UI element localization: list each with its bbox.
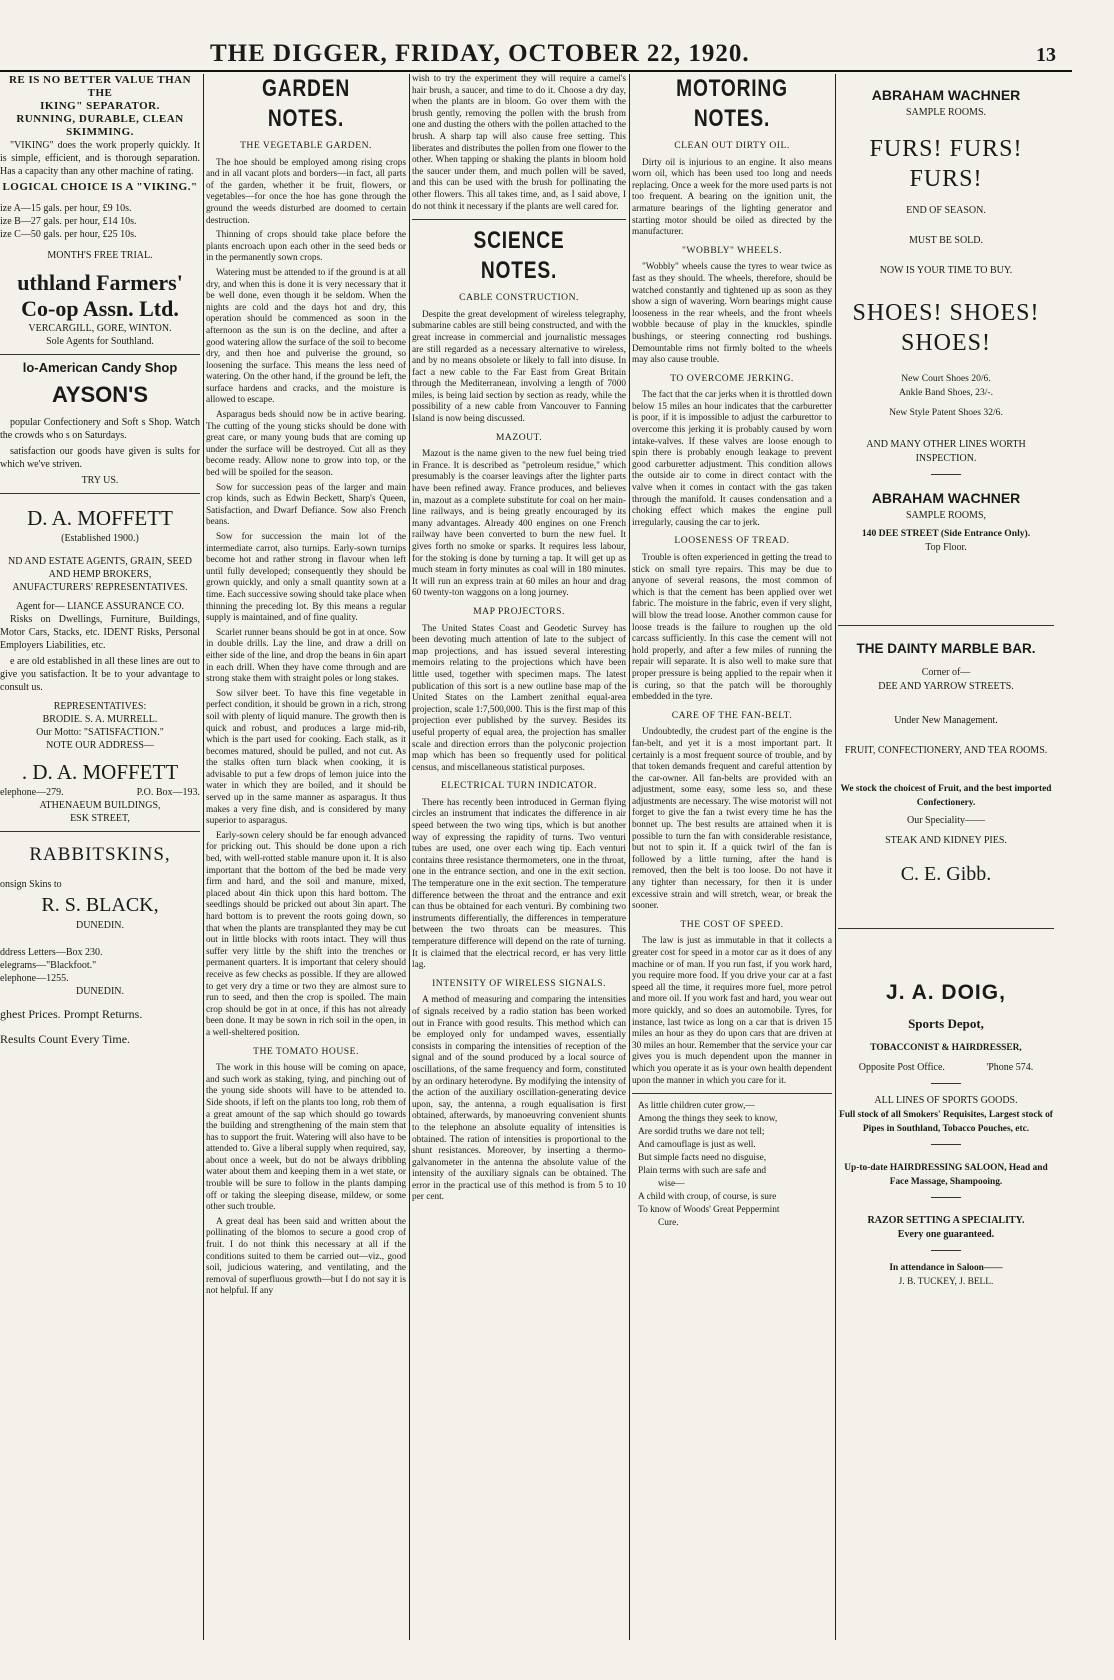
garden-paragraph: A great deal has been said and written about the pollinating of the blomos to secure a good crop of fruit. I do not think this necessary at all if the conditions suited to them be carried out—viz., good soil, judicious watering, and ventilating, and the removal of superfluous growth—but I do not say it is not helpful. If any bbox=[206, 1216, 406, 1297]
science-notes-title: SCIENCE NOTES. bbox=[473, 227, 565, 285]
garden-paragraph: Scarlet runner beans should be got in at once. Sow in double drills. Lay the line, and draw a drill on either side of the line, and drop the beans in 6in apart in each drill. When they have come through and are strong stake them with straight poles or long stakes. bbox=[206, 627, 406, 685]
moffett-established-text: e are old established in all these lines are out to give you satisfaction. It be to your advantage to consult us. bbox=[0, 656, 200, 693]
electrical-indicator-heading: ELECTRICAL TURN INDICATOR. bbox=[441, 780, 597, 792]
advertisements-column-left bbox=[0, 74, 200, 1640]
consign-skins: onsign Skins to bbox=[0, 879, 62, 890]
choicest-fruit: We stock the choicest of Fruit, and the best imported Confectionery. bbox=[840, 784, 1052, 808]
mazout-heading: MAZOUT. bbox=[495, 431, 543, 443]
masthead-rule bbox=[0, 70, 1072, 72]
tread-heading: LOOSENESS OF TREAD. bbox=[674, 535, 790, 547]
divider bbox=[931, 1197, 961, 1198]
poem-line: A child with croup, of course, is sure bbox=[638, 1192, 777, 1203]
tomato-house-heading: THE TOMATO HOUSE. bbox=[253, 1045, 359, 1057]
wachner-sample-rooms: SAMPLE ROOMS. bbox=[905, 107, 987, 118]
fan-belt-heading: CARE OF THE FAN-BELT. bbox=[671, 709, 793, 721]
motoring-paragraph: Trouble is often experienced in getting the tread to stick on small tyre repairs. This may be due to anyone of several reasons, the most common of which is that the cement has been applied over wet fabric. The moisture in the fabric, even if very slight, will blow the tread loose. Another common cause for loose treads is the failure to roughen up the old carcass sufficiently. In this case the cement will not hold properly, and after a few miles of running the repair will separate. It is also well to make sure that proper pressure is being applied to the repair when it is curing, so that the patch will be thoroughly embedded in the tyre. bbox=[632, 553, 832, 703]
moffett-land-agents: ND AND ESTATE AGENTS, GRAIN, SEED AND HEMP BROKERS, bbox=[8, 556, 192, 580]
poem-line: Among the things they seek to know, bbox=[638, 1114, 778, 1125]
farmers-locations: VERCARGILL, GORE, WINTON. bbox=[28, 323, 172, 334]
separator-ad-choice: LOGICAL CHOICE IS A "VIKING." bbox=[2, 181, 198, 193]
moffett-telephone: elephone—279. bbox=[0, 787, 64, 798]
divider bbox=[931, 474, 961, 475]
moffett-title: D. A. MOFFETT bbox=[27, 506, 173, 530]
razor-setting: RAZOR SETTING A SPECIALITY. bbox=[867, 1215, 1025, 1226]
poem-line: As little children cuter grow,— bbox=[638, 1101, 755, 1112]
our-speciality: Our Speciality—— bbox=[906, 815, 986, 826]
divider bbox=[838, 625, 1054, 626]
divider bbox=[412, 219, 626, 220]
moffett-athenaeum: ATHENAEUM BUILDINGS, bbox=[39, 800, 161, 811]
poem-line: And camouflage is just as well. bbox=[638, 1140, 756, 1151]
farmers-name-1: uthland Farmers' bbox=[17, 270, 183, 295]
new-management: Under New Management. bbox=[894, 715, 998, 726]
wachner-sample-rooms-2: SAMPLE ROOMS, bbox=[905, 510, 987, 521]
poem-line: wise— bbox=[658, 1179, 685, 1190]
garden-paragraph: Sow silver beet. To have this fine vegetable in perfect condition, it should be grown in a rich, strong soil with plenty of liquid manure. The growth then is quick and robust, and produces a large mid-rib, which is the part used for cooking. Each stalk, as it becomes matured, should be pulled, and not cut. As the stalks often turn black when cooking, it is advisable to put a few drops of lemon juice into the water in which they are boiled, and it should be served up in the same manner as asparagus. It thus makes a very fine dish, and is considered by many superior to asparagus. bbox=[206, 688, 406, 827]
divider bbox=[632, 1093, 832, 1094]
doig-name: J. A. DOIG, bbox=[886, 981, 1006, 1004]
masthead bbox=[0, 40, 1114, 74]
separator-ad-name: IKING" SEPARATOR. bbox=[40, 100, 160, 112]
column-divider bbox=[835, 74, 836, 1640]
separator-ad-body: "VIKING" does the work properly quickly. It is simple, efficient, and is thorough separation. Has a capacity than any other machine of rating. bbox=[0, 140, 200, 177]
advertisements-column-right bbox=[838, 74, 1054, 1640]
motoring-paragraph: Undoubtedly, the crudest part of the engine is the fan-belt, and yet it is a most important part. It certainly is a most frequent source of trouble, and by that token demands frequent and careful attention by the car-owner. All fan-belts are provided with an adjustment, some easy, some less so, and these adjustments are necessary. The wise motorist will not forget to give the fan a twist every time he has the bonnet up. The best results are attained when it is possible to turn the fan with considerable resistance, but not to spin it. If a quick twirl of the fan is followed by a little turning, after the hand is removed, then the belt is too loose. Do not have it any tighter than necessary, for then it is under excessive strain and will stretch, wear, or break the sooner. bbox=[632, 727, 832, 912]
vegetable-garden-heading: THE VEGETABLE GARDEN. bbox=[240, 140, 372, 151]
black-name: R. S. BLACK, bbox=[41, 894, 159, 916]
tobacconist-hairdresser: TOBACCONIST & HAIRDRESSER, bbox=[870, 1043, 1022, 1053]
black-dunedin: DUNEDIN. bbox=[75, 920, 125, 931]
garden-paragraph: Sow for succession peas of the larger and main crop kinds, such as Edwin Beckett, Sharp's Queen, Satisfaction, and Dwarf Defiance. Sow also French beans. bbox=[206, 482, 406, 528]
dee-yarrow-streets: DEE AND YARROW STREETS. bbox=[878, 681, 1014, 692]
moffett-contact-row bbox=[0, 786, 200, 799]
separator-ad-tagline: RUNNING, DURABLE, CLEAN SKIMMING. bbox=[16, 113, 184, 138]
divider bbox=[931, 1250, 961, 1251]
newspaper-title: THE DIGGER, FRIDAY, OCTOBER 22, 1920. bbox=[210, 40, 750, 67]
separator-ad-headline: RE IS NO BETTER VALUE THAN bbox=[8, 74, 192, 86]
divider bbox=[931, 1144, 961, 1145]
dirty-oil-heading: CLEAN OUT DIRTY OIL. bbox=[674, 140, 790, 151]
science-notes-column bbox=[412, 74, 626, 1640]
jerking-heading: TO OVERCOME JERKING. bbox=[670, 372, 794, 384]
patent-shoes: New Style Patent Shoes 32/6. bbox=[889, 407, 1003, 418]
rabbitskins-title: RABBITSKINS, bbox=[29, 844, 171, 865]
poem-line: To know of Woods' Great Peppermint bbox=[638, 1205, 780, 1216]
try-us: TRY US. bbox=[81, 475, 119, 486]
poem-line: Cure. bbox=[658, 1218, 679, 1229]
moffett-rep-names: BRODIE. S. A. MURRELL. bbox=[42, 714, 158, 725]
moffett-address-note: NOTE OUR ADDRESS— bbox=[46, 740, 154, 751]
garden-notes-title: GARDEN NOTES. bbox=[261, 75, 350, 132]
separator-ad-the: THE bbox=[87, 87, 113, 99]
science-paragraph: There has recently been introduced in German flying circles an instrument that indicates the difference in air speed between the two wing tips, which is but another way of expressing the rapidity of turns. Two venturi tubes are used, one over each wing tip. Each venturi contains three resistance thermometers, one in the throat, one in the entrance section, and one in the exit section. The temperature one in the exit section. The temperature difference between the throat and the entrance and exit can thus be obtained for each venturi. By combining two instruments differentially, the differences in temperature between the two throats can be measures. This temperature difference will depend on the rate of turning. It is claimed that the electrical record, er has very little lag. bbox=[412, 797, 626, 971]
hairdressing-saloon: Up-to-date HAIRDRESSING SALOON, Head and Face Massage, Shampooing. bbox=[844, 1163, 1048, 1187]
column-divider bbox=[203, 74, 204, 1640]
wachner-title-2: ABRAHAM WACHNER bbox=[871, 490, 1021, 506]
page-number: 13 bbox=[1036, 44, 1056, 66]
science-paragraph: Despite the great development of wireless telegraphy, submarine cables are still being constructed, and with the great increase in commercial and journalistic messages are still regarded as a necessary alternative to wireless, and by no means obsolete or likely to fall into disuse. In fact a new cable to the Far East from Great Britain through the Mediterranean, involving a length of 7000 miles, is being laid section by section as ready, while the possibility of a new cable from Vancouver to Fanning Island is now being discussed. bbox=[412, 309, 626, 425]
black-telegrams: elegrams—"Blackfoot." bbox=[0, 960, 97, 971]
divider bbox=[0, 354, 200, 355]
garden-paragraph: The hoe should be employed among rising crops and in all vacant plots and borders—in fact, all parts of the garden, whether it be fruit, flowers, or vegetables—for once the hoe has gone through the ground the weeds disturbed are doomed to certain destruction. bbox=[206, 157, 406, 226]
moffett-risks: Risks on Dwellings, Furniture, Buildings, Motor Cars, Stacks, etc. IDENT Risks, Personal Employers Liabilities, etc. bbox=[0, 614, 200, 651]
aysons-body-2: satisfaction our goods have given is sults for which we've striven. bbox=[0, 446, 200, 470]
many-other-lines: AND MANY OTHER LINES WORTH INSPECTION. bbox=[866, 439, 1026, 464]
aysons-body: popular Confectionery and Soft s Shop. Watch the crowds who s on Saturdays. bbox=[0, 417, 200, 441]
size-c: ize C—50 gals. per hour, £25 10s. bbox=[0, 229, 137, 240]
smokers-requisites: Full stock of all Smokers' Requisites, Largest stock of Pipes in Southland, Tobacco Pouches, etc. bbox=[839, 1110, 1053, 1134]
poem-line: Are sordid truths we dare not tell; bbox=[638, 1127, 765, 1138]
garden-paragraph: Asparagus beds should now be in active bearing. The cutting of the young sticks should be done with great care, or many young buds that are coming up under the surface will be destroyed. Cut all as they become ready. Allow none to grow into top, or the bed will be spoiled for the season. bbox=[206, 410, 406, 479]
garden-notes-column bbox=[206, 74, 406, 1640]
garden-paragraph: Early-sown celery should be far enough advanced for pricking out. This should be done upon a rich bed, with well-rotted stable manure upon it. It is also important that the bottom of the bed be made very firm and hard, and the soil and manure, mixed, placed about 4in thick upon this hard bottom. The seedlings should be pricked out about 3in apart. The hard bottom is to prevent the roots going down, so that when the plants are transplanted they may be cut out in little blocks with roots intact. They will thus suffer very little by the shift into the trenches or permanent quarters. It is important that celery should receive as few checks as possible. If they are allowed to get very dry a time or two they are almost sure to run to seed, and then the crop is spoiled. The main crop should be got in at once, if this has not already been done. It may be sown in rich soil in the open, in a well-sheltered position. bbox=[206, 830, 406, 1038]
science-paragraph: A method of measuring and comparing the intensities of signals received by a radio station has been worked out in France with good results. This method which can be employed only for undamped waves, essentially consists in comparing the intensities of reception of the signal and of the sound produced by a local source of oscillations, of the same frequency and form, constituted by an ordinary heterodyne. By modifying the intensity of the action of the auxiliary oscillation-generating device upon, say, the antenna, a rough equalisation is first obtained, afterwards, by manoeuvring convenient shunts to the telephone an absolute equality of intensities is obtained. The ration of intensities is proportional to the shunt resistances. Moreover, by inserting a thermo-galvanometer in the antenna the absolute value of the intensity of the auxiliary signals can be obtained. The error in the practical use of this method is from 5 to 10 per cent. bbox=[412, 995, 626, 1203]
in-attendance: In attendance in Saloon—— bbox=[889, 1263, 1003, 1273]
every-one-guaranteed: Every one guaranteed. bbox=[897, 1229, 995, 1240]
wireless-heading: INTENSITY OF WIRELESS SIGNALS. bbox=[432, 977, 606, 989]
tuckey-bell: J. B. TUCKEY, J. BELL. bbox=[898, 1277, 994, 1287]
science-paragraph: The United States Coast and Geodetic Survey has been devoting much attention of late to the subject of map projections, and has issued several interesting memoirs relating to the projections which have been little used, together with specimen maps. The latest publication of this sort is a new outline base map of the United States on the Lambert zenithal equal-area projection, scale 1:7,500,000. This is the first map of this projection ever published by the survey. Besides its useful property of equal area, the projection has smaller scale and direction errors than the polyconic projection map which has been so frequently used for political census, and miscellaneous statistical purposes. bbox=[412, 623, 626, 773]
wobbly-wheels-heading: "WOBBLY" WHEELS. bbox=[682, 244, 782, 256]
black-letters: ddress Letters—Box 230. bbox=[0, 947, 103, 958]
divider bbox=[0, 493, 200, 494]
moffett-reps-heading: REPRESENTATIVES: bbox=[53, 701, 147, 712]
results-count: Results Count Every Time. bbox=[0, 1032, 131, 1046]
aysons-title: AYSON'S bbox=[51, 382, 149, 407]
fruit-tea-rooms: FRUIT, CONFECTIONERY, AND TEA ROOMS. bbox=[844, 745, 1048, 756]
column-divider bbox=[629, 74, 630, 1640]
divider bbox=[838, 928, 1054, 929]
highest-prices: ghest Prices. Prompt Returns. bbox=[0, 1007, 143, 1021]
poem-line: Plain terms with such are safe and bbox=[638, 1166, 767, 1177]
top-floor: Top Floor. bbox=[925, 542, 967, 553]
steak-kidney-pies: STEAK AND KIDNEY PIES. bbox=[885, 835, 1007, 846]
garden-paragraph: Sow for succession the main lot of the intermediate carrot, also turnips. Early-sown turnips become hot and rather strong in flavour when left until fully developed; consequently they should be grown quickly, and only a small quantity sown at a time. Each successive sowing should take place when thinning the preceding lot. By this means a regular supply is maintained, and of fine quality. bbox=[206, 532, 406, 624]
moffett-established: (Established 1900.) bbox=[61, 533, 139, 544]
garden-paragraph: The work in this house will be coming on apace, and such work as staking, tying, and pinching out of the young side shoots will have to be attended to. Side shoots, if left on the plants too long, rob them of a great amount of the sap which should go towards the building and strengthening of the main stem that has to support the fruit. Watering will also have to be attended to. Give a liberal supply when required, say, about once a week, but do not be always dribbling water about them and keeping them in a wet state, or trouble will be sure to follow in the plants damping off or taking the sleeping disease, mildew, or some other such trouble. bbox=[206, 1063, 406, 1213]
motoring-paragraph: Dirty oil is injurious to an engine. It also means worn oil, which has been used too long and needs replacing. Once a week for the more used parts is not too frequent. A bearing on the ignition unit, the armature bearings of the lighting generator and starting motor should be oiled as directed by the manufacturer. bbox=[632, 157, 832, 238]
divider bbox=[931, 1083, 961, 1084]
cost-of-speed-heading: THE COST OF SPEED. bbox=[680, 918, 784, 930]
black-telephone: elephone—1255. bbox=[0, 973, 69, 984]
now-your-time: NOW IS YOUR TIME TO BUY. bbox=[879, 265, 1013, 276]
moffett-pobox: P.O. Box—193. bbox=[136, 787, 200, 798]
moffett-motto: Our Motto: "SATISFACTION." bbox=[36, 727, 164, 738]
motoring-notes-title: MOTORING NOTES. bbox=[676, 75, 788, 132]
shoes-headline: SHOES! SHOES! SHOES! bbox=[852, 300, 1040, 356]
gibb-name: C. E. Gibb. bbox=[900, 863, 992, 885]
garden-paragraph: Watering must be attended to if the ground is at all dry, and when this is done it is very necessary that it be well done, even though it be seldom. When the nights are cold and the days hot and dry, this operation should be commenced as soon in the afternoon as the sun is on the decline, and after a good watering allow the surface of the soil to become dry, and then hoe and pulverise the ground, so loosening the surface. This means the less need of watering. On the other hand, if the ground be left, the surface hardens and cracks, and the moisture is allowed to escape. bbox=[206, 267, 406, 406]
size-b: ize B—27 gals. per hour, £14 10s. bbox=[0, 216, 137, 227]
motoring-paragraph: The law is just as immutable in that it collects a greater cost for speed in a motor car as it does of any machine or of man. If you run fast, if you work hard, you require more food. If you drive your car at a fast speed all the time, it requires more fuel, more petrol and more oil. If you work fast and hard, you wear out more quickly, and so does an automobile. Tyres, for instance, last twice as long on a car that is driven 15 miles an hour as they do upon cars that are driven at 30 miles an hour. Remember that the service your car gives you is much dependent upon the manner in which you operate it as is your own health dependent upon the manner in which you care for it. bbox=[632, 936, 832, 1086]
ankle-band-shoes: Ankle Band Shoes, 23/-. bbox=[898, 387, 994, 398]
opposite-post-office: Opposite Post Office. bbox=[858, 1062, 945, 1073]
candy-shop: lo-American Candy Shop bbox=[22, 360, 178, 375]
sports-goods: ALL LINES OF SPORTS GOODS. bbox=[874, 1095, 1018, 1106]
sports-depot: Sports Depot, bbox=[908, 1016, 984, 1031]
furs-headline: FURS! FURS! FURS! bbox=[869, 136, 1023, 192]
divider bbox=[0, 831, 200, 832]
moffett-title-2: . D. A. MOFFETT bbox=[21, 760, 179, 784]
motoring-paragraph: The fact that the car jerks when it is throttled down below 15 miles an hour indicates that the carburetter is poor, if it is impossible to adjust the carburettor to overcome this jerking it is probably caused by worn intake-valves. If these valves are loose enough to spin there is probably enough leakage to prevent good carburetter adjustment. This condition allows the outside air to come in direct contact with the valve when it comes in contact with the gas taken through the manifold. It causes condensation and a choking effect which makes the engine pull irregularly, causing the car to jerk. bbox=[632, 390, 832, 528]
moffett-esk-street: ESK STREET, bbox=[70, 813, 130, 824]
column-divider bbox=[409, 74, 410, 1640]
size-a: ize A—15 gals. per hour, £9 10s. bbox=[0, 203, 132, 214]
black-dunedin-2: DUNEDIN. bbox=[75, 986, 125, 997]
end-of-season: END OF SEASON. bbox=[906, 205, 986, 216]
dainty-marble-bar: THE DAINTY MARBLE BAR. bbox=[856, 641, 1036, 656]
moffett-agent: Agent for— LIANCE ASSURANCE CO. bbox=[15, 601, 185, 612]
poem-line: But simple facts need no disguise, bbox=[638, 1153, 767, 1164]
motoring-notes-column bbox=[632, 74, 832, 1640]
moffett-manufacturers: ANUFACTURERS' REPRESENTATIVES. bbox=[12, 582, 188, 593]
peppermint-poem bbox=[632, 1100, 832, 1229]
farmers-name-2: Co-op Assn. Ltd. bbox=[21, 296, 179, 321]
corner-of: Corner of— bbox=[921, 667, 971, 678]
dee-street-address: 140 DEE STREET (Side Entrance Only). bbox=[861, 528, 1031, 539]
map-projectors-heading: MAP PROJECTORS. bbox=[473, 605, 565, 617]
doig-contact-row bbox=[838, 1061, 1054, 1075]
wachner-title: ABRAHAM WACHNER bbox=[871, 87, 1021, 103]
garden-continuation: wish to try the experiment they will require a camel's hair brush, a saucer, and time to do it. Choose a dry day, when the plants are in bloom. Go over them with the brush gently, removing the pollen with the brush from one and dusting the others with the pollen attached to the brush. A sharp tap will also cause free setting. This liberates and distributes the pollen from one flower to the other. When tapping or shaking the plants in bloom hold the saucer under them, and much pollen will be saved, and this can be used with the brush for pollinating the other flowers. This all takes time, and, as I said above, I do not think it necessary if the plants are well cared for. bbox=[412, 74, 626, 212]
cable-heading: CABLE CONSTRUCTION. bbox=[459, 292, 579, 304]
doig-phone: 'Phone 574. bbox=[986, 1062, 1034, 1073]
farmers-agents: Sole Agents for Southland. bbox=[46, 336, 154, 347]
must-be-sold: MUST BE SOLD. bbox=[909, 235, 983, 246]
science-paragraph: Mazout is the name given to the new fuel being tried in France. It is described as "petroleum residue," which presumably is the coarser leavings after the lighter parts have been refined away. France produces, and believes in, mazout as a complete substitute for coal on her main-line railways, and is being greatly encouraged by its many advantages. Already 400 engines on one French railway have been converted to burn the new fuel. It gives forth no smoke or sparks. It requires less labour, for the stoking is done by turning a tap. It will get up as much steam in forty minutes as coal will in 180 minutes. It will run an express train at 60 miles an hour and drag 60 twenty-ton waggons on a long journey. bbox=[412, 449, 626, 599]
motoring-paragraph: "Wobbly" wheels cause the tyres to wear twice as fast as they should. The wheels, therefore, should be watched constantly and tightened up as soon as they show a sign of wavering. Worn bearings might cause looseness in the rear wheels, and the front wheels wobble because of play in the knuckles, spindle bushings, or steering connecting rod bushings. Demountable rims not firmly bolted to the wheels may also cause trouble. bbox=[632, 262, 832, 366]
court-shoes: New Court Shoes 20/6. bbox=[901, 373, 991, 384]
free-trial: MONTH'S FREE TRIAL. bbox=[47, 250, 153, 261]
garden-paragraph: Thinning of crops should take place before the plants encroach upon each other in the seed beds or in the permanently sown crops. bbox=[206, 230, 406, 264]
